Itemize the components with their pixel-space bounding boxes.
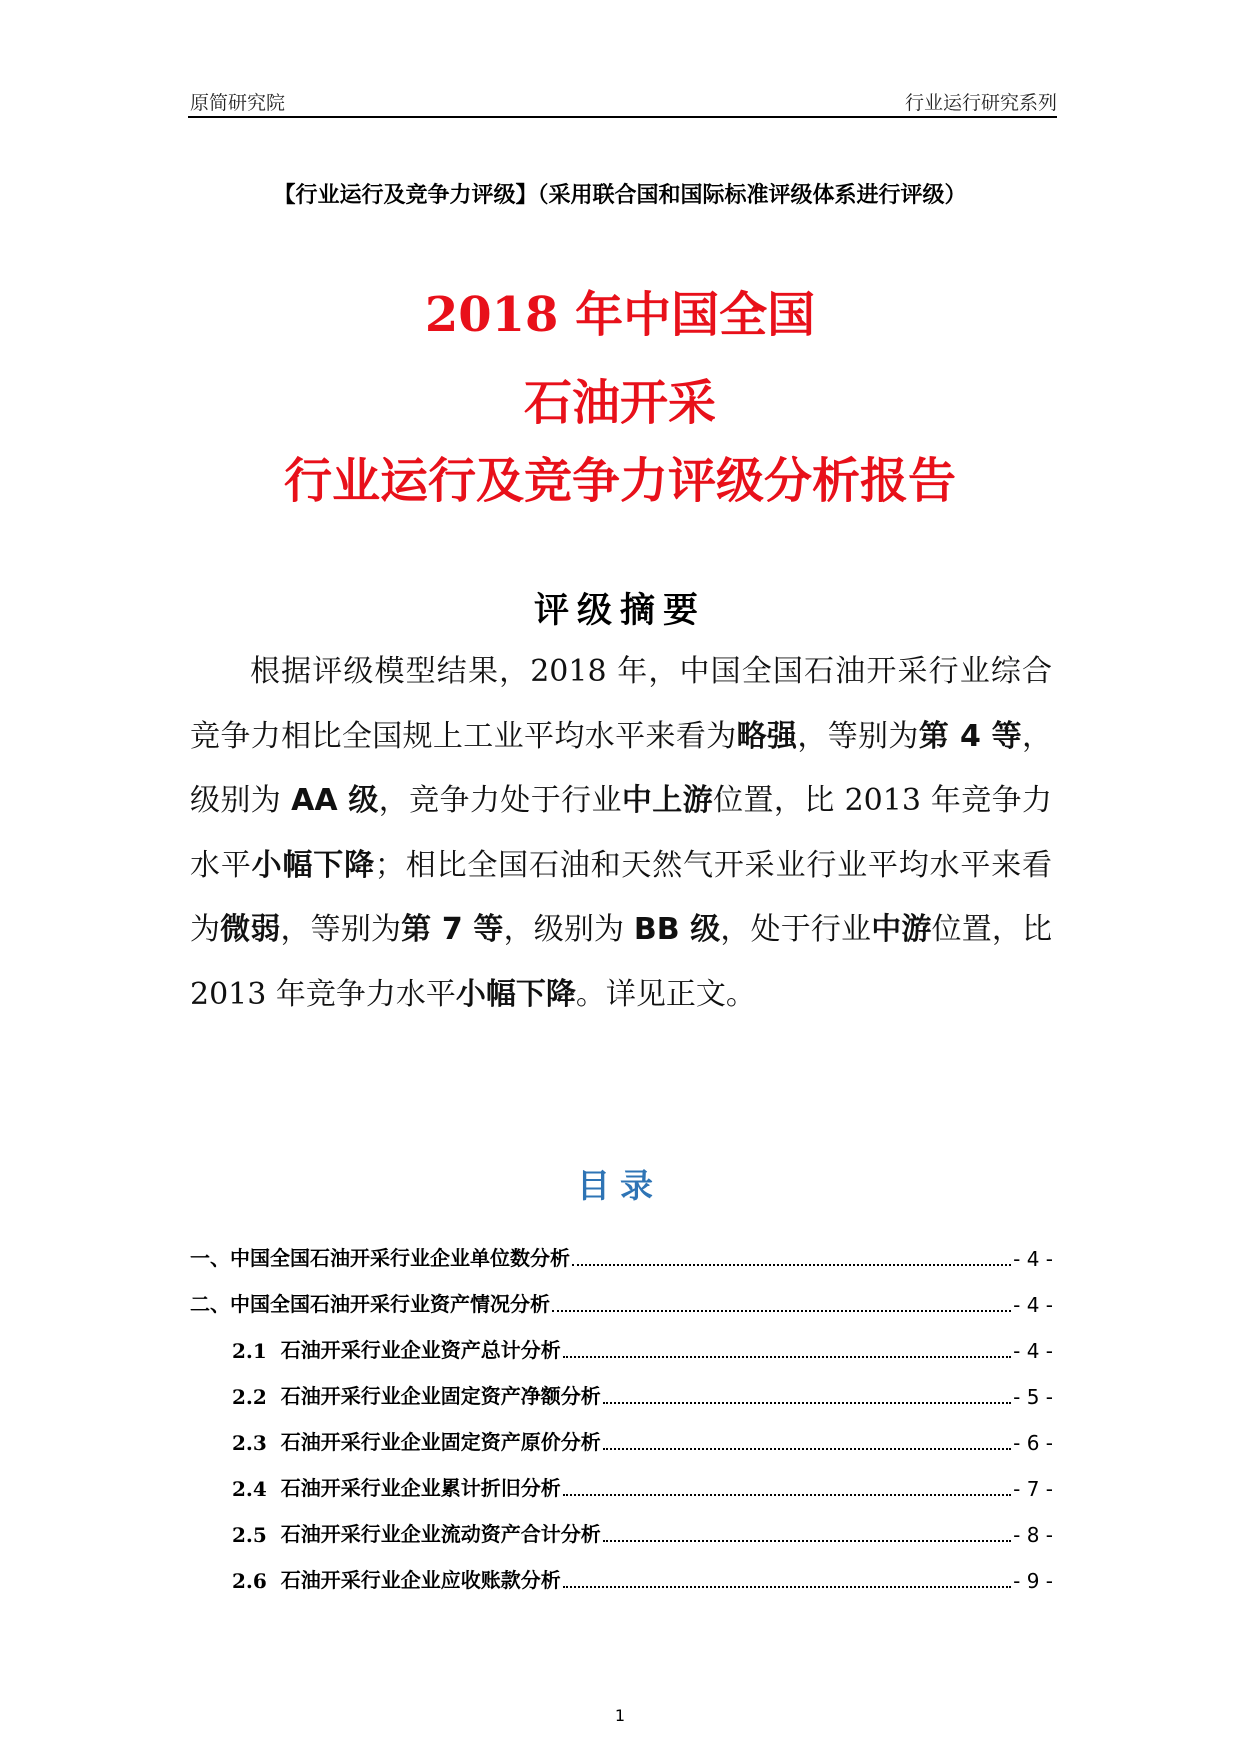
abstract-emphasis: 中游 (871, 912, 932, 947)
toc-entry-number: 2.2 (232, 1385, 267, 1409)
abstract-text: ，级别为 (503, 912, 634, 947)
abstract-emphasis: 中上游 (621, 783, 714, 818)
toc-entry-page: - 8 - (1013, 1523, 1053, 1547)
title-line-3: 行业运行及竞争力评级分析报告 (283, 453, 956, 509)
toc-entry-title: 石油开采行业企业应收账款分析 (280, 1568, 561, 1592)
toc-entry-number: 2.5 (232, 1523, 267, 1547)
toc-entry-title: 石油开采行业企业累计折旧分析 (280, 1476, 561, 1500)
toc-entry-title: 石油开采行业企业固定资产净额分析 (280, 1384, 601, 1408)
toc-entry-page: - 4 - (1013, 1339, 1053, 1363)
toc-leader (572, 1263, 1011, 1266)
abstract-text: ；相比全国石油和天然气开采业行业平均水平来看为 (190, 847, 1053, 947)
abstract-emphasis: 微弱 (220, 912, 281, 947)
toc-entry-page: - 4 - (1013, 1293, 1053, 1317)
toc-entry-page: - 5 - (1013, 1385, 1053, 1409)
toc-leader (563, 1355, 1011, 1358)
toc-entry-page: - 7 - (1013, 1477, 1053, 1501)
abstract-text: ，处于行业 (720, 912, 872, 947)
toc-entry-page: - 9 - (1013, 1569, 1053, 1593)
toc-heading: 目录 (577, 1166, 663, 1205)
toc-leader (603, 1401, 1011, 1404)
toc-leader (563, 1493, 1011, 1496)
abstract-text: ，级别为 (190, 718, 1053, 818)
toc-entry-title: 石油开采行业企业固定资产原价分析 (280, 1430, 601, 1454)
header-rule (188, 116, 1057, 118)
toc-entry-number: 2.4 (232, 1477, 267, 1501)
toc-entry-page: - 4 - (1013, 1247, 1053, 1271)
header-left: 原简研究院 (190, 92, 286, 114)
abstract-text: 位置，比 2013 年竞争力水平 (190, 912, 1053, 1012)
title-line-1: 2018 年中国全国 (424, 287, 816, 343)
abstract-emphasis: 小幅下降 (455, 976, 576, 1012)
abstract-emphasis: AA 级 (291, 783, 379, 818)
abstract-paragraph (190, 640, 1052, 1027)
abstract-text: ，等别为 (280, 912, 402, 947)
abstract-text: 。详见正文。 (575, 976, 756, 1012)
toc-entry-title: 一、中国全国石油开采行业企业单位数分析 (190, 1246, 570, 1270)
toc-leader (603, 1447, 1011, 1450)
toc-entry[interactable] (190, 1455, 1053, 1501)
abstract-emphasis: 第 4 等 (918, 718, 1023, 754)
table-of-contents (190, 1225, 1053, 1593)
abstract-text: ，等别为 (797, 718, 919, 754)
abstract-emphasis: 第 7 等 (401, 912, 504, 947)
abstract-heading: 评级摘要 (533, 591, 706, 631)
toc-entry-number: 2.3 (232, 1431, 267, 1455)
abstract-emphasis: 小幅下降 (251, 847, 375, 883)
toc-leader (563, 1585, 1011, 1588)
header-right: 行业运行研究系列 (904, 92, 1057, 114)
toc-entry-number: 2.6 (232, 1569, 267, 1593)
toc-entry[interactable] (190, 1271, 1053, 1317)
page-number: 1 (614, 1706, 626, 1725)
toc-entry[interactable] (190, 1409, 1053, 1455)
toc-leader (552, 1309, 1011, 1312)
abstract-emphasis: BB 级 (633, 912, 721, 947)
abstract-emphasis: 略强 (736, 718, 798, 754)
toc-entry-title: 二、中国全国石油开采行业资产情况分析 (190, 1292, 550, 1316)
toc-entry-title: 石油开采行业企业资产总计分析 (280, 1338, 561, 1362)
title-line-2: 石油开采 (523, 375, 716, 431)
toc-entry[interactable] (190, 1225, 1053, 1271)
toc-entry[interactable] (190, 1501, 1053, 1547)
toc-entry[interactable] (190, 1363, 1053, 1409)
toc-entry[interactable] (190, 1317, 1053, 1363)
toc-leader (603, 1539, 1011, 1542)
toc-entry-number: 2.1 (232, 1339, 267, 1363)
abstract-text: ，竞争力处于行业 (378, 783, 622, 818)
abstract-text: 位置，比 2013 年竞争力水平 (190, 783, 1053, 883)
report-tagline: 【行业运行及竞争力评级】（采用联合国和国际标准评级体系进行评级） (273, 183, 967, 208)
toc-entry-page: - 6 - (1013, 1431, 1053, 1455)
toc-entry-title: 石油开采行业企业流动资产合计分析 (280, 1522, 601, 1546)
toc-entry[interactable] (190, 1547, 1053, 1593)
abstract-text: 根据评级模型结果，2018 年，中国全国石油开采行业综合竞争力相比全国规上工业平均水平来看为 (190, 654, 1052, 754)
